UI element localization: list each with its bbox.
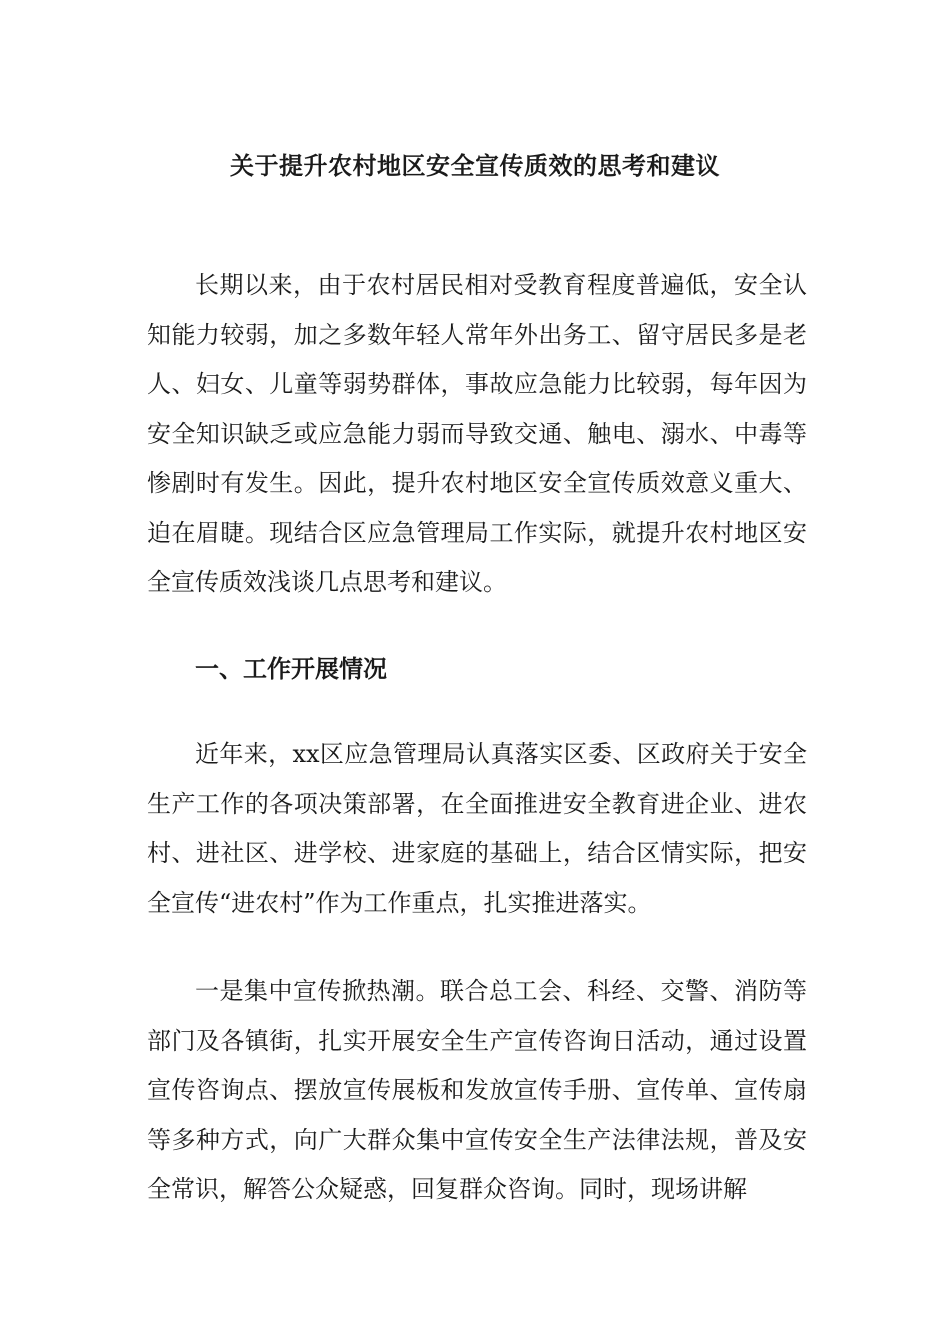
section-1-paragraph-2: 一是集中宣传掀热潮。联合总工会、科经、交警、消防等部门及各镇街，扎实开展安全生产宣传咨询日活动，通过设置宣传咨询点、摆放宣传展板和发放宣传手册、宣传单、宣传扇等多种方式，向广大群众集中宣传安全生产法律法规，普及安全常识，解答公众疑惑，回复群众咨询。同时，现场讲解 bbox=[147, 977, 807, 1203]
section-1-paragraph-1: 近年来，xx区应急管理局认真落实区委、区政府关于安全生产工作的各项决策部署，在全面推进安全教育进企业、进农村、进社区、进学校、进家庭的基础上，结合区情实际，把安全宣传“进农村”作为工作重点，扎实推进落实。 bbox=[147, 740, 807, 917]
section-heading-1: 一、工作开展情况 bbox=[195, 654, 387, 683]
intro-paragraph: 长期以来，由于农村居民相对受教育程度普遍低，安全认知能力较弱，加之多数年轻人常年外出务工、留守居民多是老人、妇女、儿童等弱势群体，事故应急能力比较弱，每年因为安全知识缺乏或应急能力弱而导致交通、触电、溺水、中毒等惨剧时有发生。因此，提升农村地区安全宣传质效意义重大、迫在眉睫。现结合区应急管理局工作实际，就提升农村地区安全宣传质效浅谈几点思考和建议。 bbox=[147, 271, 807, 596]
document-title: 关于提升农村地区安全宣传质效的思考和建议 bbox=[230, 151, 720, 181]
